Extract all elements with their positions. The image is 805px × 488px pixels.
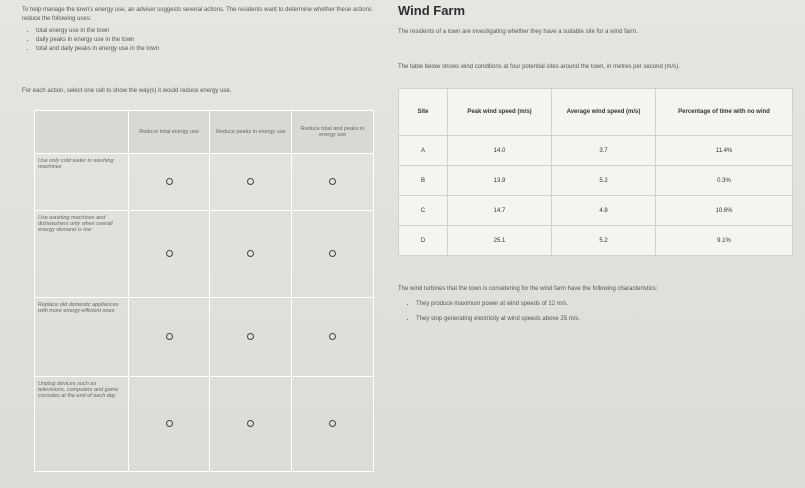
column-header: Percentage of time with no wind (656, 89, 793, 136)
table-row (35, 377, 374, 472)
radio-cell[interactable] (128, 154, 210, 211)
radio-button[interactable] (247, 250, 254, 257)
column-header: Reduce total energy use (128, 111, 210, 154)
corner-cell (35, 111, 129, 154)
radio-cell[interactable] (210, 211, 292, 298)
average-speed-cell: 4.8 (552, 196, 656, 226)
no-wind-cell: 0.3% (656, 166, 793, 196)
radio-cell[interactable] (210, 298, 292, 377)
radio-cell[interactable] (210, 377, 292, 472)
radio-cell[interactable] (128, 377, 210, 472)
table-row (35, 298, 374, 377)
radio-button[interactable] (247, 333, 254, 340)
average-speed-cell: 5.2 (552, 226, 656, 256)
action-label: Replace old domestic appliances with more energy-efficient ones (35, 298, 129, 377)
column-header: Reduce peaks in energy use (210, 111, 292, 154)
action-label: Use only cold water in washing machines (35, 154, 129, 211)
table-row (399, 166, 793, 196)
radio-button[interactable] (166, 250, 173, 257)
instruction-text: For each action, select one cell to show the way(s) it would reduce energy use. (22, 88, 232, 94)
site-cell: B (399, 166, 448, 196)
peak-speed-cell: 25.1 (448, 226, 552, 256)
peak-speed-cell: 14.0 (448, 136, 552, 166)
radio-cell[interactable] (292, 211, 374, 298)
site-cell: D (399, 226, 448, 256)
column-header: Site (399, 89, 448, 136)
table-description: The table below shows wind conditions at four potential sites around the town, in metres per second (m/s). (398, 64, 680, 70)
table-row (399, 196, 793, 226)
radio-button[interactable] (166, 333, 173, 340)
turbine-characteristics (398, 285, 793, 330)
no-wind-cell: 9.1% (656, 226, 793, 256)
use-list-item: • daily peaks in energy use in the town (36, 36, 372, 45)
radio-cell[interactable] (128, 298, 210, 377)
radio-cell[interactable] (292, 377, 374, 472)
radio-button[interactable] (247, 420, 254, 427)
no-wind-cell: 11.4% (656, 136, 793, 166)
column-header: Average wind speed (m/s) (552, 89, 656, 136)
use-list-item: • total and daily peaks in energy use in the town (36, 45, 372, 54)
turbine-list-item: • They stop generating electricity at wind speeds above 25 m/s. (416, 315, 793, 324)
radio-button[interactable] (329, 333, 336, 340)
radio-button[interactable] (247, 178, 254, 185)
radio-button[interactable] (166, 420, 173, 427)
use-list (28, 27, 372, 54)
table-row (399, 226, 793, 256)
column-header: Reduce total and peaks in energy use (292, 111, 374, 154)
column-header: Peak wind speed (m/s) (448, 89, 552, 136)
no-wind-cell: 10.6% (656, 196, 793, 226)
radio-button[interactable] (166, 178, 173, 185)
page-title: Wind Farm (398, 3, 466, 18)
turbine-list-item: • They produce maximum power at wind speeds of 12 m/s. (416, 300, 793, 309)
radio-cell[interactable] (128, 211, 210, 298)
table-row (399, 136, 793, 166)
peak-speed-cell: 14.7 (448, 196, 552, 226)
average-speed-cell: 5.2 (552, 166, 656, 196)
intro-paragraph: To help manage the town's energy use, an adviser suggests several actions. The residents want to determine whether these actions reduce the following uses: (22, 7, 372, 22)
average-speed-cell: 3.7 (552, 136, 656, 166)
action-selection-table (34, 110, 374, 472)
table-row (35, 211, 374, 298)
use-list-item: • total energy use in the town (36, 27, 372, 36)
turbine-intro: The wind turbines that the town is considering for the wind farm have the following characteristics: (398, 286, 658, 292)
peak-speed-cell: 13.9 (448, 166, 552, 196)
radio-cell[interactable] (292, 154, 374, 211)
site-cell: C (399, 196, 448, 226)
radio-cell[interactable] (292, 298, 374, 377)
radio-cell[interactable] (210, 154, 292, 211)
site-cell: A (399, 136, 448, 166)
wind-conditions-table (398, 88, 793, 256)
radio-button[interactable] (329, 178, 336, 185)
intro-text (22, 6, 372, 54)
radio-button[interactable] (329, 420, 336, 427)
action-label: Use washing machines and dishwashers only when overall energy demand is low (35, 211, 129, 298)
radio-button[interactable] (329, 250, 336, 257)
table-row (35, 154, 374, 211)
scenario-description: The residents of a town are investigating whether they have a suitable site for a wind farm. (398, 29, 638, 35)
turbine-list (406, 300, 793, 324)
action-label: Unplug devices such as televisions, computers and game consoles at the end of each day (35, 377, 129, 472)
